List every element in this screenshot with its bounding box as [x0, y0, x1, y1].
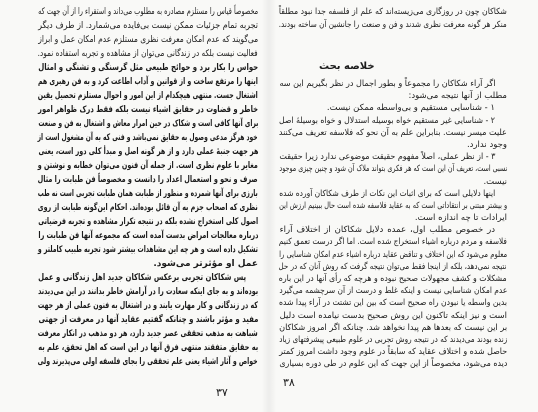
text-line-content: صرف و نحو و استعمال اعداد را دانست و مخصوصاً فن طبابت را مثال [38, 175, 258, 185]
text-line [279, 310, 507, 322]
text-line [38, 355, 258, 369]
text-line-content: مطلب از آنها نتیجه می‌شود: [408, 91, 507, 102]
page-number: ۳۷ [216, 386, 228, 399]
text-line-content: عمل او مؤثرتر می‌شود. [153, 259, 258, 269]
text-line-content: در خصوص مطلب اول، عمده دلایل شکاکان از اختلاف آراء [279, 225, 495, 236]
text-line [279, 212, 507, 224]
text-line [279, 261, 507, 273]
text-line [279, 297, 507, 309]
text-line [38, 313, 258, 327]
text-line [279, 78, 507, 90]
text-line-content: منکر هر گونه معرفت نظری شدند و فن و صنعت را جانشین آن ساخته بودند. [279, 20, 507, 30]
text-line-content: بر این نیست که بعدها هم پیدا نخواهد شد. چنانکه اگر امروز شکاکان [279, 322, 507, 333]
section-heading: خلاصه بحث [319, 61, 375, 72]
text-line-content: خاطر و قضاوت در حقایق اشیاء نیست بلکه فقط درک ظواهر امور [38, 105, 258, 115]
text-line-content: خواص و آثار اشیاء یعنی علم تحققی را بجای فلسفه اولی می‌پذیرند ولی [38, 357, 258, 367]
text-line [38, 187, 258, 201]
text-line-content: مخصوصاً قیاس را مستلزم مصادره به مطلوب می‌داند و استقراء را از آن جهت که [38, 7, 258, 17]
text-line-content: حواس را بکار برد و حوائج طبیعی مثل گرسنگی و تشنگی و امثال [38, 63, 258, 73]
text-line-content: فعالیت نیست بلکه در زندگانی می‌توان از مشاهده و تجربه استفاده نمود. [38, 49, 258, 59]
text-line-content: عدم امکان شناسایی نیست و اینکه غلط و درست از آن سرچشمه می‌گیرد [279, 286, 507, 297]
text-line-content: بدین واسطه یا نبودن راه صحیح است که بین این تشتت در آراء پیدا شده [279, 298, 507, 309]
text-line [38, 229, 258, 243]
text-line [279, 346, 507, 358]
text-line [38, 19, 258, 33]
text-line [38, 47, 258, 61]
text-line-content: تجربه تمام جزئیات ممکن نیست بی‌فایده می‌شمارد. از طرف دیگر [38, 21, 258, 31]
text-line [38, 327, 258, 341]
text-line-content: شباهت به مذهب تحققی عصر جدید دارد، هر دو مذهب در انکار معرفت [38, 329, 258, 339]
text-line-content: ۲ - شناسایی غیر مستقیم خواه بوسیله استدلال و خواه بوسیلهٔ اصل [279, 115, 495, 126]
text-line-content: وجود ندارد. [466, 139, 507, 150]
text-line [38, 215, 258, 229]
text-line-content: مشکلات و کشف مجهولات صحیح نبوده و هرچه که رأی آنها در این باره [279, 274, 507, 284]
text-line [279, 176, 507, 188]
left-page [38, 5, 258, 383]
text-line [279, 236, 507, 248]
text-line-content: می‌گویند که عدم امکان معرفت نظری مستلزم عدم امکان عمل و ابراز [38, 35, 258, 45]
text-line-content: نیست. [483, 176, 507, 187]
text-line-content: تشکیل داده است و هر چه این مشاهدات بیشتر شود تجربه طبیب کاملتر و [38, 245, 258, 255]
text-line [38, 89, 258, 103]
text-line [279, 102, 507, 114]
text-line [279, 200, 507, 212]
text-line-content: ۱ - شناسایی مستقیم و بی‌واسطه ممکن نیست. [326, 103, 495, 114]
text-line-content: نسبی است، تعریف آن این است که هر فکری بتواند ملاک آن شود و چنین چیزی موجود [279, 164, 507, 175]
text-line-content: اینها را مرتفع ساخت و از قوانین و آداب اطاعت کرد و به فن رهبری هم [38, 77, 258, 87]
text-line-content: ۳ - از نظر عملی، اصلاً مفهوم حقیقت موضوعی ندارد زیرا حقیقت [279, 152, 495, 163]
text-line [38, 33, 258, 47]
text-line [38, 145, 258, 159]
text-line-content: مغایر با علوم نظری است. از جمله آن فنون می‌توان خطابه و نوشتن و [38, 161, 258, 171]
text-line [279, 285, 507, 297]
section-body [279, 78, 507, 371]
text-line [38, 103, 258, 117]
text-line-content: زنده بودند می‌دیدند که در نتیجه روش تجربی در علوم طبیعی پیشرفتهای زیاد [279, 334, 507, 345]
text-line-content: اگر آراء شکاکان را مجموعاً و بطور اجمال در نظر بگیریم این سه [279, 79, 495, 89]
opening-paragraph [279, 6, 507, 32]
text-line [38, 75, 258, 89]
text-line-content: به حقایق متفقند منتهی فرق آنها در این است که اهل تحقق، علم به [38, 343, 258, 353]
text-line-content: ایرادات تا چه اندازه است. [414, 213, 507, 224]
text-line [38, 61, 258, 75]
text-line-content: و بیشتر مبتنی بر انتقاداتی است که به عقاید فلاسفه شده است حال ببینیم ارزش این [279, 200, 507, 211]
text-line [38, 285, 258, 299]
text-line-content: نتیجه نمی‌دهد، بلکه از اینجا فقط می‌توان نتیجه گرفت که روش آنان که در حل [279, 261, 507, 272]
text-line-content: حاصل شده و اختلاف عقاید که سابقاً در علوم وجود داشت امروز کمتر [279, 347, 507, 358]
text-line [279, 90, 507, 102]
text-line [279, 249, 507, 261]
text-line-content: بوده‌اند و به جای اینکه سعادت را در آرامش خاطر بدانند در این می‌دیدند [37, 287, 258, 297]
text-line [279, 151, 507, 163]
text-line [38, 5, 258, 19]
text-line-content: که در زندگانی و کار مهارت یابند و در اشتغال به فنون عملی از هر جهت [38, 301, 258, 311]
text-line-content: اصول کلی استخراج نشده بلکه در نتیجه تکرار مشاهده و تجربه فرضیاتی [38, 217, 258, 227]
text-line [38, 131, 258, 145]
text-line [279, 127, 507, 139]
text-line-content: دیده می‌شود، مخصوصاً از این جهت که این علوم در طی دوره بسیاری [279, 359, 507, 370]
text-line-content: درباره معالجات امراض بدست آمده است که مجموعه آنها فن طبابت را [38, 231, 258, 241]
text-line [279, 273, 507, 285]
text-line [279, 358, 507, 370]
text-line [279, 188, 507, 200]
text-line [38, 271, 258, 285]
text-line-content: نظری که اصحاب جزم به آن قائل بوده‌اند. احکام این‌گونه طبابت از روی [37, 203, 258, 213]
text-line [279, 6, 507, 19]
text-line [279, 115, 507, 127]
text-line-content: برای آنها کافی است و شکاک در حین امرار معاش و اشتغال به فن و صنعت [38, 119, 258, 129]
text-line [38, 341, 258, 355]
text-line-content: اینها دلایلی است که برای اثبات این نکات از طرف شکاکان آورده شده [279, 188, 495, 199]
text-line-content: مفید و مؤثر باشند و چنانکه گفتیم عقاید آنها در معرفت از جهتی [38, 315, 258, 325]
page-number: ۳۸ [283, 376, 295, 389]
text-line [38, 117, 258, 131]
text-line-content: معلوم می‌شود که این اختلاف و تناقض عقاید درباره اشیاء عدم امکان شناسایی را [279, 249, 507, 260]
text-line [279, 19, 507, 32]
text-line-content: فلاسفه و مردم درباره اشیاء استخراج شده است. اما اگر درست تعمق کنیم [279, 237, 507, 248]
text-line-content: علیت میسر نیست. بنابراین علم به آن نحو که فلاسفه تعریف می‌کنند [279, 127, 507, 138]
text-line-content: است و نیز اینکه تاکنون این روش صحیح بدست نیامده است دلیل [279, 310, 507, 321]
text-line [279, 139, 507, 151]
text-line-content: هر جهت جنبهٔ عملی دارد و از هر گونه اصل و مبدأ کلی دور است، یعنی [38, 147, 258, 157]
text-line-content: شکاکان چون در روزگاری می‌زیسته‌اند که علم از فلسفه جدا نبود مطلقاً [279, 7, 507, 17]
text-line-content: پس شکاکان تجربی برعکس شکاکان جدید اهل زندگانی و عمل [38, 273, 246, 283]
text-line [279, 163, 507, 175]
text-line-content: خود هرگز مدعی وصول به حقایق نمی‌باشد و فنی که به آن مشغول است از [38, 133, 258, 143]
text-line [38, 299, 258, 313]
text-line-content: بارزی برای آنها شمرده و منظور از طبابت همان طبابت تجربی است نه طب [38, 189, 258, 199]
text-line [279, 322, 507, 334]
text-line-content: اشتغال جست. منتهی هیچکدام از این امور و احوال مستلزم تحصیل یقین [38, 91, 258, 101]
text-line [279, 334, 507, 346]
text-line [279, 224, 507, 236]
right-page [279, 0, 507, 376]
